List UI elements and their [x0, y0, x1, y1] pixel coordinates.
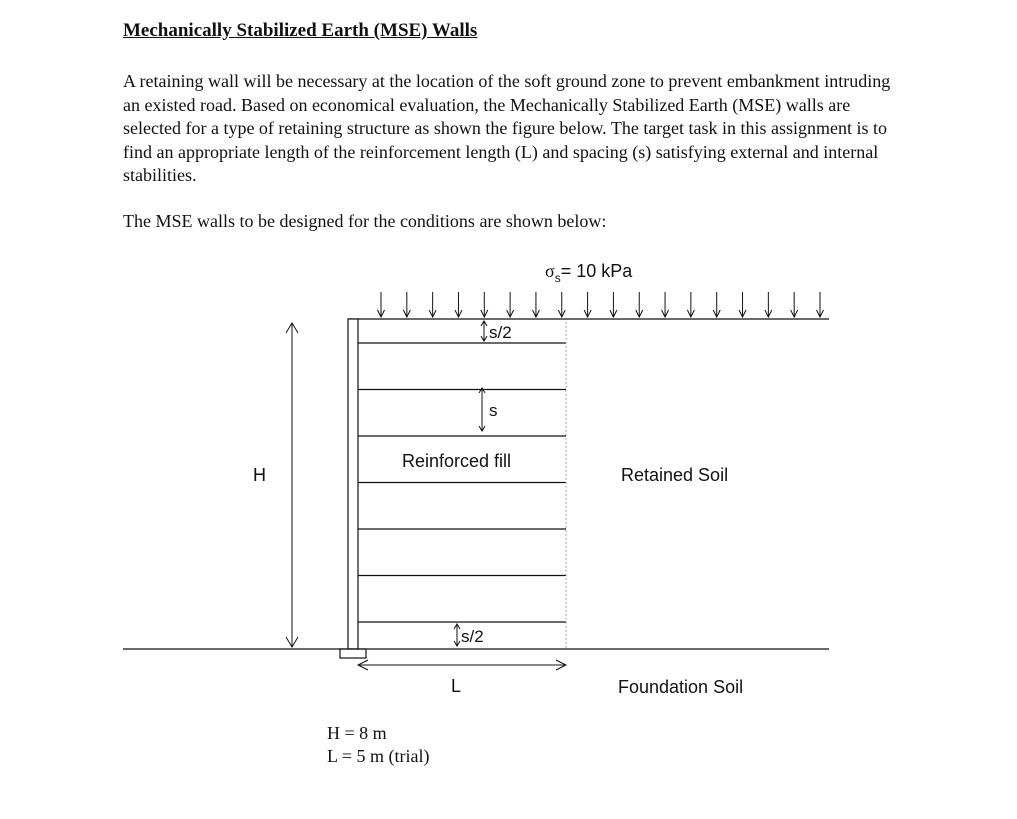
surcharge-arrow	[378, 292, 385, 317]
wall-facing	[348, 319, 358, 649]
height-parameter: H = 8 m	[327, 723, 387, 743]
design-parameters	[327, 722, 429, 768]
surcharge-arrow	[765, 292, 772, 317]
surcharge-arrow	[558, 292, 565, 317]
surcharge-arrow	[610, 292, 617, 317]
reinforced-fill-label: Reinforced fill	[402, 451, 512, 471]
surcharge-symbol: σ	[545, 261, 555, 281]
surcharge-arrow	[713, 292, 720, 317]
surcharge-arrow	[532, 292, 539, 317]
bottom-spacing-label: s/2	[461, 627, 484, 646]
page-title: Mechanically Stabilized Earth (MSE) Walls	[123, 20, 478, 41]
intro-paragraph: A retaining wall will be necessary at the location of the soft ground zone to prevent embankment intruding an existed road. Based on economical evaluation, the Mechanically Stabilized Earth (MSE) walls are selected for a type of retaining structure as shown the figure below. The target task in this assignment is to find an appropriate length of the reinforcement length (L) and spacing (s) satisfying external and internal stabilities.	[123, 71, 891, 185]
length-label: L	[451, 676, 462, 696]
surcharge-arrow	[636, 292, 643, 317]
surcharge-arrow	[739, 292, 746, 317]
surcharge-arrow	[817, 292, 824, 317]
length-parameter: L = 5 m (trial)	[327, 746, 430, 766]
surcharge-arrow	[662, 292, 669, 317]
top-spacing-marker	[481, 321, 487, 341]
surcharge-subscript: s	[554, 271, 561, 285]
bottom-spacing-marker	[454, 624, 460, 646]
top-spacing-label: s/2	[489, 323, 512, 342]
height-label: H	[253, 465, 266, 485]
surcharge-arrow	[791, 292, 798, 317]
surcharge-arrow	[481, 292, 488, 317]
wall-footing	[340, 649, 366, 658]
foundation-soil-label: Foundation Soil	[618, 677, 744, 697]
surcharge-arrow	[687, 292, 694, 317]
surcharge-arrow	[403, 292, 410, 317]
conditions-line: The MSE walls to be designed for the conditions are shown below:	[123, 211, 607, 231]
height-dimension	[286, 323, 298, 647]
surcharge-arrow	[584, 292, 591, 317]
surcharge-label	[545, 261, 633, 285]
surcharge-arrow	[429, 292, 436, 317]
spacing-marker	[479, 388, 485, 431]
surcharge-arrow	[455, 292, 462, 317]
surcharge-arrows	[378, 292, 824, 317]
spacing-label: s	[489, 401, 498, 420]
surcharge-arrow	[507, 292, 514, 317]
surcharge-value: = 10 kPa	[560, 261, 633, 281]
length-dimension	[358, 660, 566, 670]
retained-soil-label: Retained Soil	[621, 465, 729, 485]
reinforcement-layers	[358, 343, 566, 622]
